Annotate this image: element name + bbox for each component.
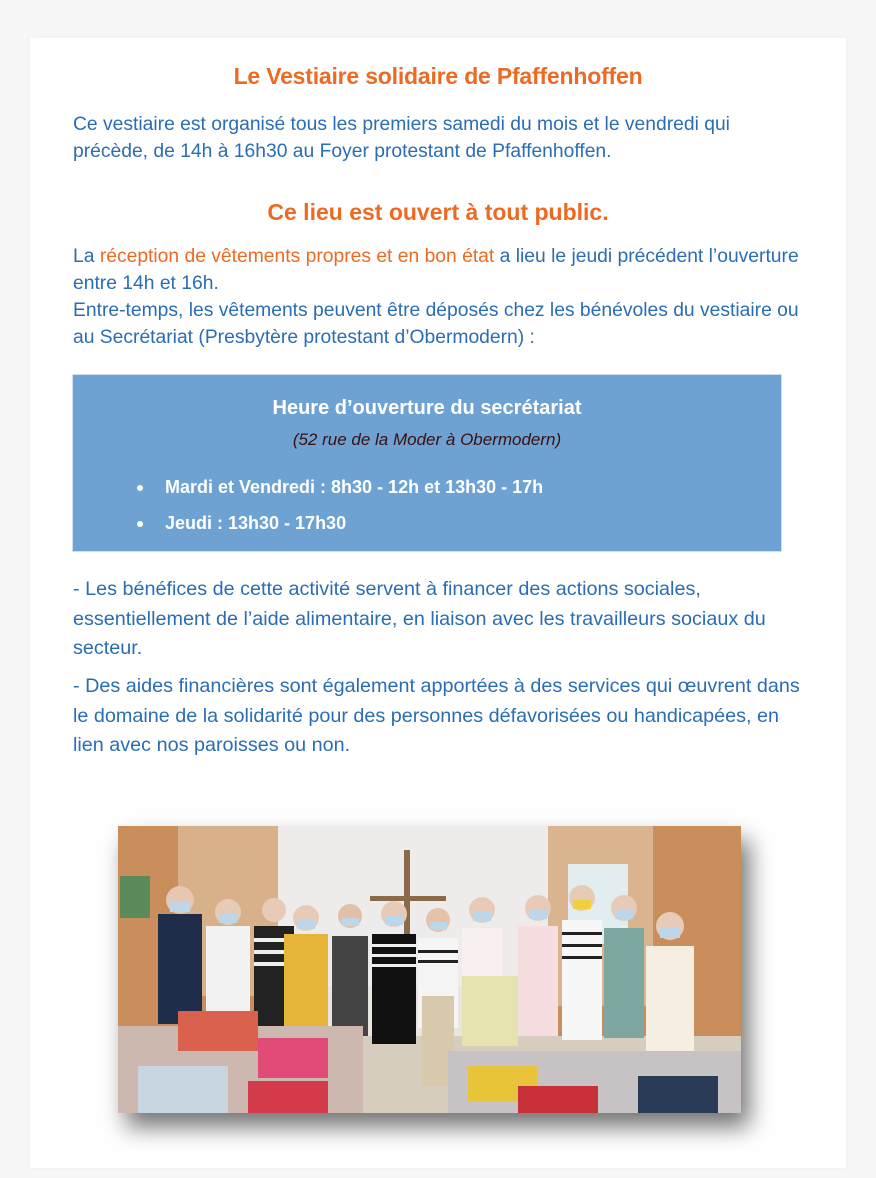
hours-item-text: Mardi et Vendredi : 8h30 - 12h et 13h30 - 17h <box>165 477 544 497</box>
secretariat-hours-box <box>72 374 782 552</box>
hours-box-address: (52 rue de la Moder à Obermodern) <box>292 430 562 449</box>
reception-highlight: réception de vêtements propres et en bon état <box>99 246 495 267</box>
hours-item-text: Jeudi : 13h30 - 17h30 <box>165 513 347 533</box>
hours-list <box>73 473 543 545</box>
reception-paragraph <box>73 243 813 351</box>
volunteers-group-photo <box>118 826 741 1113</box>
reception-prefix: La <box>73 246 100 267</box>
document-title: Le Vestiaire solidaire de Pfaffenhoffen <box>233 63 643 89</box>
open-to-public-heading: Ce lieu est ouvert à tout public. <box>267 199 609 225</box>
hours-box-title: Heure d’ouverture du secrétariat <box>272 397 582 419</box>
benefits-paragraph-2: - Des aides financières sont également apportées à des services qui œuvrent dans le domaine de la solidarité pour des personnes défavorisées ou handicapées, en lien avec nos paroisses ou non. <box>73 675 800 756</box>
photo-illustration <box>118 826 741 1113</box>
bullet-icon <box>137 485 143 491</box>
bullet-icon <box>137 521 143 527</box>
dropoff-text: Entre-temps, les vêtements peuvent être déposés chez les bénévoles du vestiaire ou au Secrétariat (Presbytère protestant d’Obermodern) : <box>73 300 799 348</box>
hours-item <box>73 473 543 509</box>
benefits-paragraph-1: - Les bénéfices de cette activité servent à financer des actions sociales, essentiellement de l’aide alimentaire, en liaison avec les travailleurs sociaux du secteur. <box>73 578 766 659</box>
hours-item <box>73 509 543 545</box>
reception-suffix: a lieu le jeudi précédent l’ouverture entre 14h et 16h. <box>73 246 799 294</box>
intro-paragraph: Ce vestiaire est organisé tous les premiers samedi du mois et le vendredi qui précède, de 14h à 16h30 au Foyer protestant de Pfaffenhoffen. <box>73 114 730 162</box>
